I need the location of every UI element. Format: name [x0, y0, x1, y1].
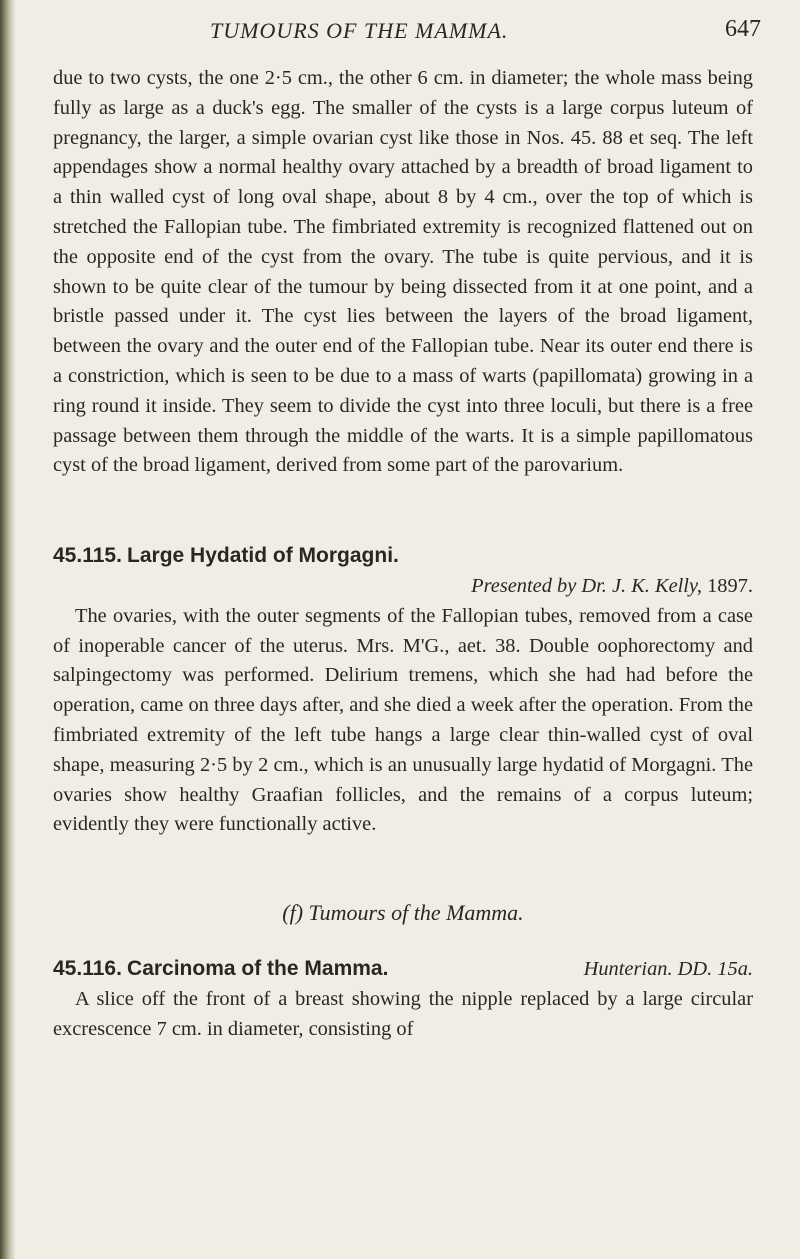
continuation-paragraph: due to two cysts, the one 2·5 cm., the other 6 cm. in diameter; the whole mass being fully as large as a duck's egg. The smaller of the cysts is a large corpus luteum of pregnancy, the larger, a simple ovarian cyst like those in Nos. 45. 88 et seq. The left appendages show a normal healthy ovary attached by a breadth of broad ligament to a thin walled cyst of long oval shape, about 8 by 4 cm., over the top of which is stretched the Fallopian tube. The fimbriated extremity is recognized flattened out on the opposite end of the cyst from the ovary. The tube is quite pervious, and it is shown to be quite clear of the tumour by being dissected from it at one point, and a bristle passed under it. The cyst lies between the layers of the broad ligament, between the ovary and the outer end of the Fallopian tube. Near its outer end there is a constriction, which is seen to be due to a mass of warts (papillomata) growing in a ring round it inside. They seem to divide the cyst into three loculi, but there is a free passage between them through the middle of the warts. It is a simple papillomatous cyst of the broad ligament, derived from some part of the parovarium.	[53, 67, 753, 477]
entry-115-body: The ovaries, with the outer segments of the Fallopian tubes, removed from a case of inoperable cancer of the uterus. Mrs. M'G., aet. 38. Double oophorectomy and salpingectomy was performed. Delirium tremens, which she had had before the operation, came on three days after, and she died a week after the operation. From the fimbriated extremity of the left tube hangs a large clear thin-walled cyst of oval shape, measuring 2·5 by 2 cm., which is an unusually large hydatid of Morgagni. The ovaries show healthy Graafian follicles, and the remains of a corpus luteum; evidently they were functionally active.	[53, 604, 753, 836]
entry-116-body: A slice off the front of a breast showing the nipple replaced by a large circular excrescence 7 cm. in diameter, consisting of	[53, 987, 753, 1040]
text-block	[53, 64, 753, 1044]
section-heading: (f) Tumours of the Mamma.	[282, 900, 524, 926]
entry-115-heading	[53, 541, 753, 572]
running-title: TUMOURS OF THE MAMMA.	[210, 18, 509, 43]
entry-116-heading	[53, 954, 753, 985]
entry-115-sub-number: 115.	[82, 544, 122, 568]
entry-116-sub-number: 116.	[82, 956, 122, 980]
entry-115-year: 1897.	[707, 574, 753, 597]
entry-115-number: 45.	[53, 544, 83, 568]
entry-115-presenter: Presented by Dr. J. K. Kelly,	[471, 574, 702, 597]
page-number: 647	[725, 16, 761, 42]
entry-116-title: Carcinoma of the Mamma.	[127, 956, 389, 980]
entry-115-title: Large Hydatid of Morgagni.	[127, 544, 399, 568]
entry-116-number: 45.	[53, 956, 83, 980]
entry-116-source: Hunterian. DD. 15a.	[583, 957, 753, 980]
entry-115-presented	[53, 572, 753, 602]
